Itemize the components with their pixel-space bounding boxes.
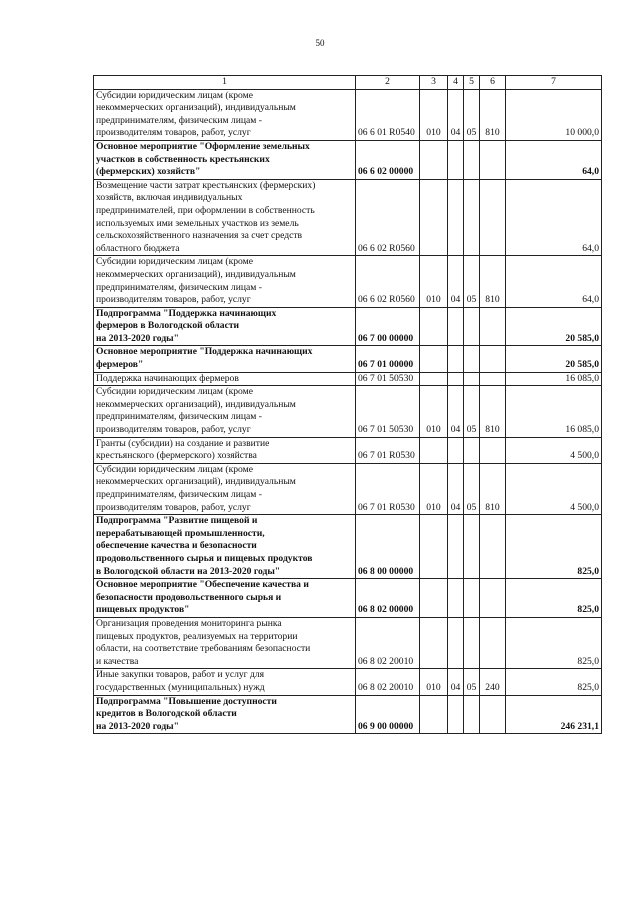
table-row — [94, 346, 602, 372]
row-amount: 246 231,1 — [506, 695, 602, 734]
row-section: 010 — [420, 89, 448, 140]
row-name-line: (фермерских) хозяйств" — [96, 166, 201, 178]
row-amount: 4 500,0 — [506, 463, 602, 514]
row-name-line: хозяйств, включая индивидуальных — [96, 192, 243, 204]
header-cell: 6 — [480, 76, 506, 90]
header-cell: 4 — [448, 76, 464, 90]
row-subsection — [448, 307, 464, 346]
row-subsection — [448, 515, 464, 579]
row-name-line: Субсидии юридическим лицам (кроме — [96, 256, 253, 268]
row-name — [94, 89, 356, 140]
row-name — [94, 256, 356, 307]
row-name-line: пищевых продуктов" — [96, 604, 190, 616]
row-name-line: Иные закупки товаров, работ и услуг для — [96, 669, 265, 681]
row-amount: 825,0 — [506, 617, 602, 668]
row-code: 06 7 01 R0530 — [356, 437, 420, 463]
row-section — [420, 346, 448, 372]
row-code: 06 7 01 R0530 — [356, 463, 420, 514]
row-item: 05 — [464, 386, 480, 437]
row-item — [464, 437, 480, 463]
row-item — [464, 579, 480, 618]
row-amount: 10 000,0 — [506, 89, 602, 140]
header-cell: 7 — [506, 76, 602, 90]
row-item — [464, 372, 480, 386]
row-subsection — [448, 617, 464, 668]
row-item — [464, 695, 480, 734]
row-subsection — [448, 437, 464, 463]
row-name-line: предпринимателей, при оформлении в собственность — [96, 204, 315, 216]
row-code: 06 8 02 20010 — [356, 617, 420, 668]
row-amount: 825,0 — [506, 579, 602, 618]
row-expense-type — [480, 695, 506, 734]
row-amount: 825,0 — [506, 669, 602, 695]
row-code: 06 8 00 00000 — [356, 515, 420, 579]
row-code: 06 6 01 R0540 — [356, 89, 420, 140]
row-name-line: Подпрограмма "Развитие пищевой и — [96, 515, 258, 527]
row-item — [464, 179, 480, 256]
row-name — [94, 695, 356, 734]
row-name-line: пищевых продуктов, реализуемых на территории — [96, 630, 298, 642]
row-name-line: Возмещение части затрат крестьянских (фермерских) — [96, 179, 316, 191]
row-name-line: Подпрограмма "Повышение доступности — [96, 695, 277, 707]
row-expense-type — [480, 372, 506, 386]
row-code: 06 6 02 R0560 — [356, 256, 420, 307]
table-row — [94, 695, 602, 734]
row-name — [94, 307, 356, 346]
row-expense-type — [480, 179, 506, 256]
row-code: 06 7 00 00000 — [356, 307, 420, 346]
row-subsection — [448, 346, 464, 372]
row-item: 05 — [464, 463, 480, 514]
row-name-line: предпринимателям, физическим лицам - — [96, 281, 262, 293]
row-code: 06 8 02 00000 — [356, 579, 420, 618]
row-amount: 16 085,0 — [506, 386, 602, 437]
row-expense-type — [480, 346, 506, 372]
row-name-line: Основное мероприятие "Поддержка начинающих — [96, 346, 313, 358]
row-name — [94, 386, 356, 437]
table-row — [94, 386, 602, 437]
row-amount: 825,0 — [506, 515, 602, 579]
page-number: 50 — [315, 38, 325, 48]
table-row — [94, 515, 602, 579]
row-item — [464, 140, 480, 179]
row-amount: 64,0 — [506, 140, 602, 179]
row-name-line: производителям товаров, работ, услуг — [96, 501, 251, 513]
row-subsection — [448, 140, 464, 179]
row-name-line: Гранты (субсидии) на создание и развитие — [96, 437, 270, 449]
row-section — [420, 515, 448, 579]
row-name-line: Поддержка начинающих фермеров — [96, 372, 239, 384]
row-item: 05 — [464, 89, 480, 140]
row-subsection — [448, 372, 464, 386]
row-name-line: некоммерческих организаций), индивидуальным — [96, 476, 296, 488]
row-name-line: Субсидии юридическим лицам (кроме — [96, 386, 253, 398]
row-name-line: Субсидии юридическим лицам (кроме — [96, 463, 253, 475]
row-subsection: 04 — [448, 463, 464, 514]
row-name-line: области, на соответствие требованиям безопасности — [96, 643, 311, 655]
row-section — [420, 437, 448, 463]
row-section — [420, 140, 448, 179]
row-code: 06 6 02 R0560 — [356, 179, 420, 256]
row-code: 06 7 01 00000 — [356, 346, 420, 372]
row-name-line: областного бюджета — [96, 242, 180, 254]
row-expense-type: 810 — [480, 386, 506, 437]
row-item — [464, 307, 480, 346]
row-section: 010 — [420, 463, 448, 514]
row-name-line: некоммерческих организаций), индивидуальным — [96, 102, 296, 114]
row-amount: 64,0 — [506, 256, 602, 307]
table-row — [94, 437, 602, 463]
row-item — [464, 515, 480, 579]
table-row — [94, 669, 602, 695]
row-subsection — [448, 179, 464, 256]
row-name-line: некоммерческих организаций), индивидуальным — [96, 398, 296, 410]
header-cell: 1 — [94, 76, 356, 90]
row-expense-type — [480, 617, 506, 668]
row-section — [420, 372, 448, 386]
row-name — [94, 617, 356, 668]
row-amount: 64,0 — [506, 179, 602, 256]
row-expense-type — [480, 515, 506, 579]
row-name-line: Субсидии юридическим лицам (кроме — [96, 89, 253, 101]
row-name — [94, 579, 356, 618]
row-name — [94, 463, 356, 514]
row-expense-type — [480, 140, 506, 179]
row-name — [94, 515, 356, 579]
row-name-line: безопасности продовольственного сырья и — [96, 591, 282, 603]
row-expense-type — [480, 579, 506, 618]
row-subsection: 04 — [448, 386, 464, 437]
row-name-line: производителям товаров, работ, услуг — [96, 294, 251, 306]
row-subsection: 04 — [448, 669, 464, 695]
row-section — [420, 617, 448, 668]
row-name-line: сельскохозяйственного назначения за счет средств — [96, 230, 303, 242]
row-amount: 4 500,0 — [506, 437, 602, 463]
row-name-line: кредитов в Вологодской области — [96, 708, 237, 720]
row-subsection — [448, 695, 464, 734]
row-name-line: на 2013-2020 годы" — [96, 332, 179, 344]
row-name-line: в Вологодской области на 2013-2020 годы" — [96, 565, 281, 577]
row-item — [464, 617, 480, 668]
header-cell: 3 — [420, 76, 448, 90]
row-name-line: предпринимателям, физическим лицам - — [96, 489, 262, 500]
row-name-line: Основное мероприятие "Оформление земельных — [96, 140, 310, 152]
table-row — [94, 89, 602, 140]
row-expense-type: 810 — [480, 463, 506, 514]
row-name-line: участков в собственность крестьянских — [96, 153, 270, 165]
row-section — [420, 695, 448, 734]
row-name-line: на 2013-2020 годы" — [96, 720, 179, 732]
table-row — [94, 579, 602, 618]
row-code: 06 7 01 50530 — [356, 386, 420, 437]
row-code: 06 9 00 00000 — [356, 695, 420, 734]
table-row — [94, 256, 602, 307]
row-name — [94, 669, 356, 695]
row-name-line: и качества — [96, 655, 139, 667]
header-cell: 2 — [356, 76, 420, 90]
row-name-line: некоммерческих организаций), индивидуальным — [96, 268, 296, 280]
table-row — [94, 617, 602, 668]
row-name-line: Подпрограмма "Поддержка начинающих — [96, 307, 277, 319]
row-expense-type: 810 — [480, 256, 506, 307]
row-name-line: Организация проведения мониторинга рынка — [96, 617, 282, 629]
table-row — [94, 307, 602, 346]
row-name-line: перерабатывающей промышленности, — [96, 527, 265, 539]
row-amount: 16 085,0 — [506, 372, 602, 386]
table-row — [94, 140, 602, 179]
row-name-line: продовольственного сырья и пищевых продуктов — [96, 552, 313, 564]
row-amount: 20 585,0 — [506, 346, 602, 372]
row-name-line: производителям товаров, работ, услуг — [96, 127, 251, 139]
table-row — [94, 179, 602, 256]
row-name-line: используемых ими земельных участков из земель — [96, 217, 299, 229]
row-section: 010 — [420, 386, 448, 437]
row-section: 010 — [420, 669, 448, 695]
row-code: 06 8 02 20010 — [356, 669, 420, 695]
row-section — [420, 307, 448, 346]
row-name-line: предпринимателям, физическим лицам - — [96, 411, 262, 423]
row-name — [94, 437, 356, 463]
row-name-line: государственных (муниципальных) нужд — [96, 681, 265, 693]
row-item: 05 — [464, 669, 480, 695]
row-code: 06 6 02 00000 — [356, 140, 420, 179]
table-row — [94, 372, 602, 386]
row-name-line: обеспечение качества и безопасности — [96, 540, 257, 552]
row-expense-type: 810 — [480, 89, 506, 140]
row-name — [94, 140, 356, 179]
header-cell: 5 — [464, 76, 480, 90]
row-item: 05 — [464, 256, 480, 307]
row-section — [420, 179, 448, 256]
header-row — [94, 76, 602, 90]
row-name — [94, 372, 356, 386]
row-subsection: 04 — [448, 89, 464, 140]
row-name — [94, 179, 356, 256]
row-name-line: предпринимателям, физическим лицам - — [96, 114, 262, 126]
row-subsection — [448, 579, 464, 618]
row-subsection: 04 — [448, 256, 464, 307]
row-name-line: фермеров" — [96, 359, 144, 371]
row-name-line: производителям товаров, работ, услуг — [96, 424, 251, 436]
row-code: 06 7 01 50530 — [356, 372, 420, 386]
row-item — [464, 346, 480, 372]
row-expense-type — [480, 437, 506, 463]
table-row — [94, 463, 602, 514]
budget-table — [93, 75, 602, 734]
row-name-line: крестьянского (фермерского) хозяйства — [96, 450, 257, 462]
row-name-line: фермеров в Вологодской области — [96, 320, 240, 332]
row-expense-type: 240 — [480, 669, 506, 695]
row-expense-type — [480, 307, 506, 346]
row-section — [420, 579, 448, 618]
row-section: 010 — [420, 256, 448, 307]
row-name-line: Основное мероприятие "Обеспечение качества и — [96, 579, 309, 591]
row-name — [94, 346, 356, 372]
row-amount: 20 585,0 — [506, 307, 602, 346]
